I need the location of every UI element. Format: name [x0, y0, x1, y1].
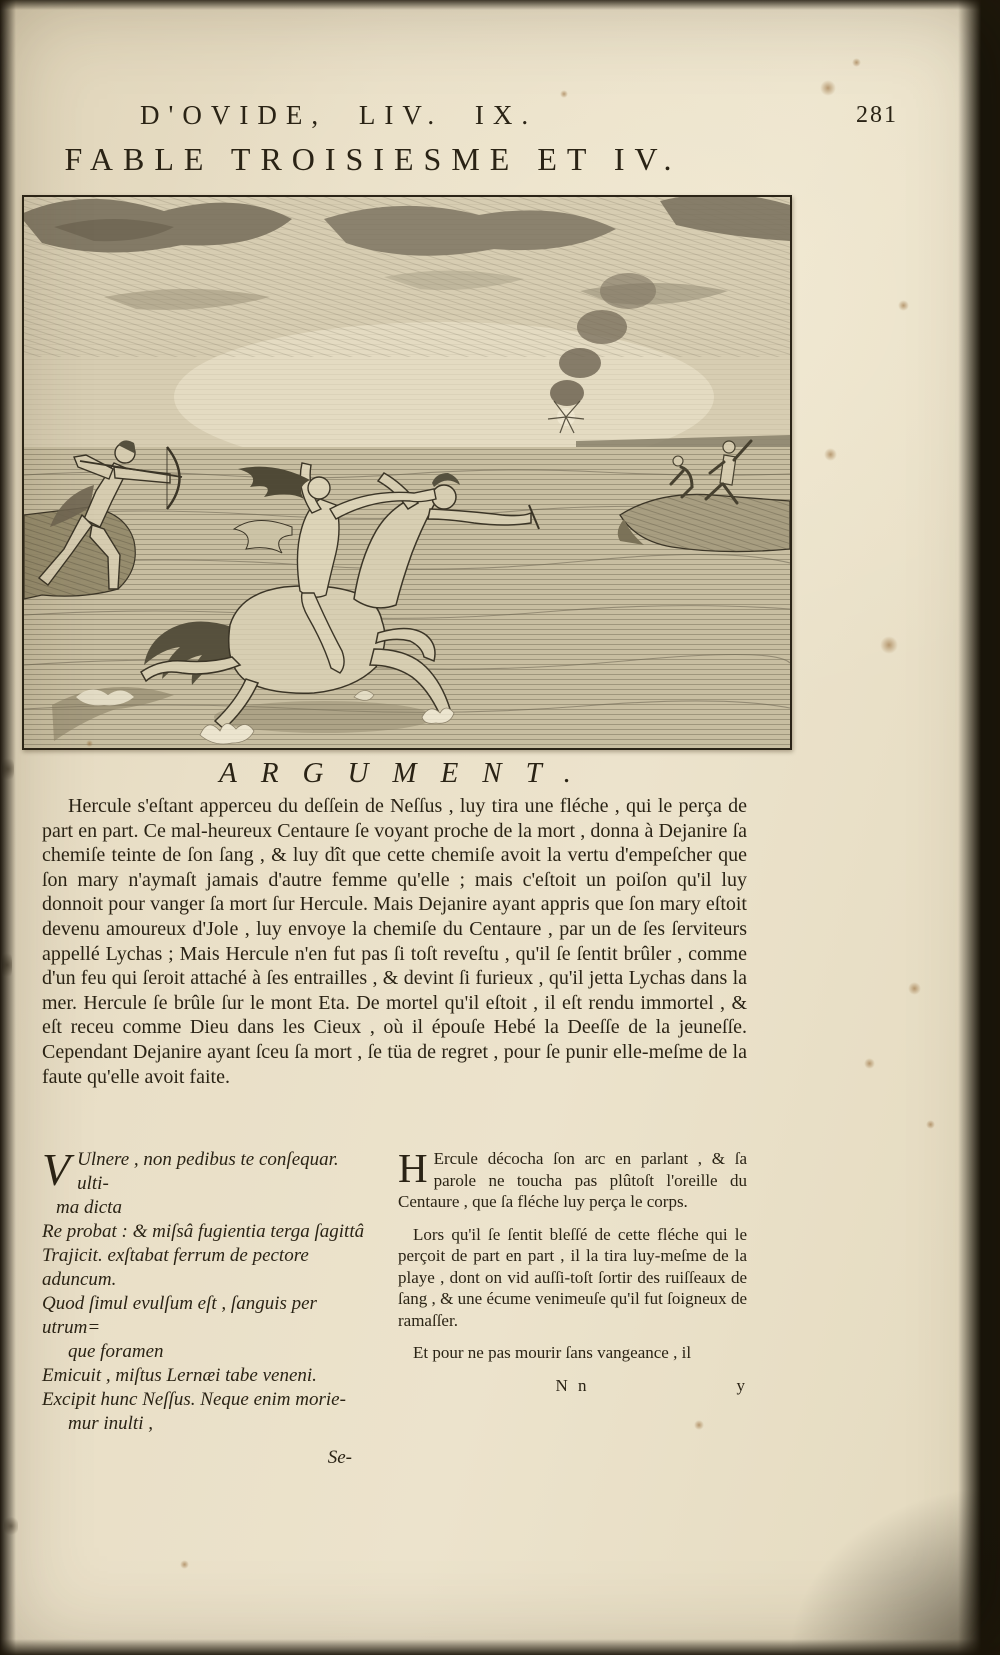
french-drop-cap: H: [398, 1145, 428, 1191]
foxing-spot: [880, 636, 898, 654]
foxing-spot: [180, 1560, 189, 1569]
french-prose-column: [398, 1145, 747, 1470]
verse-line: ma dicta: [56, 1197, 122, 1218]
engraving-svg: [24, 197, 790, 748]
gutter-shadow: [0, 0, 16, 1655]
paragraph-text: Ercule décocha ſon arc en parlant , & ſa parole ne toucha pas plûtoſt l'oreille du Centaure , que ſa fléche luy perça le corps.: [398, 1149, 747, 1211]
foxing-spot: [926, 1120, 935, 1129]
foxing-spot: [864, 1058, 875, 1069]
running-header-title: D'OVIDE, LIV. IX.: [140, 100, 538, 130]
signature-row: [398, 1375, 747, 1399]
foxing-spot: [820, 80, 836, 96]
verse-line: Quod ſimul evulſum eſt , ſanguis per utrum=: [42, 1293, 317, 1338]
verse-line: Re probat : & miſsâ fugientia terga ſagittâ: [42, 1221, 365, 1242]
verse-line: Excipit hunc Neſſus. Neque enim morie-: [42, 1389, 346, 1410]
engraving-illustration: [22, 195, 792, 750]
gathering-signature: N n: [555, 1375, 590, 1395]
foxing-spot: [898, 300, 909, 311]
page-edge-top: [0, 0, 1000, 10]
verse-line: Trajicit. exſtabat ferrum de pectore aduncum.: [42, 1245, 309, 1290]
paragraph: Et pour ne pas mourir ſans vangeance , il: [413, 1343, 692, 1362]
foxing-spot: [852, 58, 861, 67]
verse-line: que foramen: [68, 1341, 164, 1362]
argument-heading: ARGUMENT.: [219, 757, 595, 789]
running-header: [0, 100, 1000, 134]
foxing-spot: [560, 90, 568, 98]
fable-title: FABLE TROISIESME ET IV.: [64, 141, 682, 177]
foxing-spot: [824, 448, 837, 461]
two-column-text: [42, 1144, 747, 1470]
paragraph: [398, 1145, 747, 1213]
corner-shadow: [700, 1415, 1000, 1655]
verse-line: Ulnere , non pedibus te conſequar. ulti-: [77, 1149, 339, 1194]
verse-line: mur inulti ,: [68, 1413, 153, 1434]
paragraph: Lors qu'il ſe ſentit bleſſé de cette fléche qui le perçoit de part en part , il la tira luy-meſme de la playe , dont on vid auſſi-toſt ſortir des ruiſſeaux de ſang , & une écume venimeuſe qu'il fut ſoigneux de ramaſſer.: [398, 1224, 747, 1330]
latin-drop-cap: V: [42, 1144, 71, 1195]
page-edge-right: [958, 0, 1000, 1655]
foxing-spot: [908, 982, 921, 995]
argument-text: Hercule s'eſtant apperceu du deſſein de Neſſus , luy tira une fléche , qui le perça de part en part. Ce mal-heureux Centaure ſe voyant proche de la mort , donna à Dejanire ſa chemiſe teinte de ſon ſang , & luy dît que cette chemiſe avoit la vertu d'empeſcher que ſon mary n'aymaſt jamais d'autre femme qu'elle ; mais c'eſtoit un poiſon qu'il luy donnoit pour vanger ſa mort ſur Hercule. Mais Dejanire ayant appris que ſon mary eſtoit devenu amoureux d'Jole , luy envoye la chemiſe du Centaure , par un de ſes ſerviteurs appellé Lychas ; Mais Hercule n'en fut pas ſi toſt reveſtu , qu'il ſe ſentit brûler , comme d'un feu qui ſeroit attaché à ſes entrailles , & devint ſi furieux , qu'il jetta Lychas dans la mer. Hercule ſe brûle ſur le mont Eta. De mortel qu'il eſtoit , il eſt rendu immortel , & eſt receu comme Dieu dans les Cieux , où il épouſe Hebé la Deeſſe de la jeuneſſe. Cependant Dejanire ayant ſceu ſa mort , ſe tüa de regret , pour ſe punir elle-meſme de la faute qu'elle avoit faite.: [42, 795, 747, 1088]
catchword: Se-: [327, 1447, 352, 1468]
page-number: 281: [856, 102, 898, 128]
verse-line: Emicuit , miſtus Lernæi tabe veneni.: [42, 1365, 317, 1386]
catchword: y: [736, 1375, 745, 1395]
latin-verse-column: [42, 1144, 370, 1470]
